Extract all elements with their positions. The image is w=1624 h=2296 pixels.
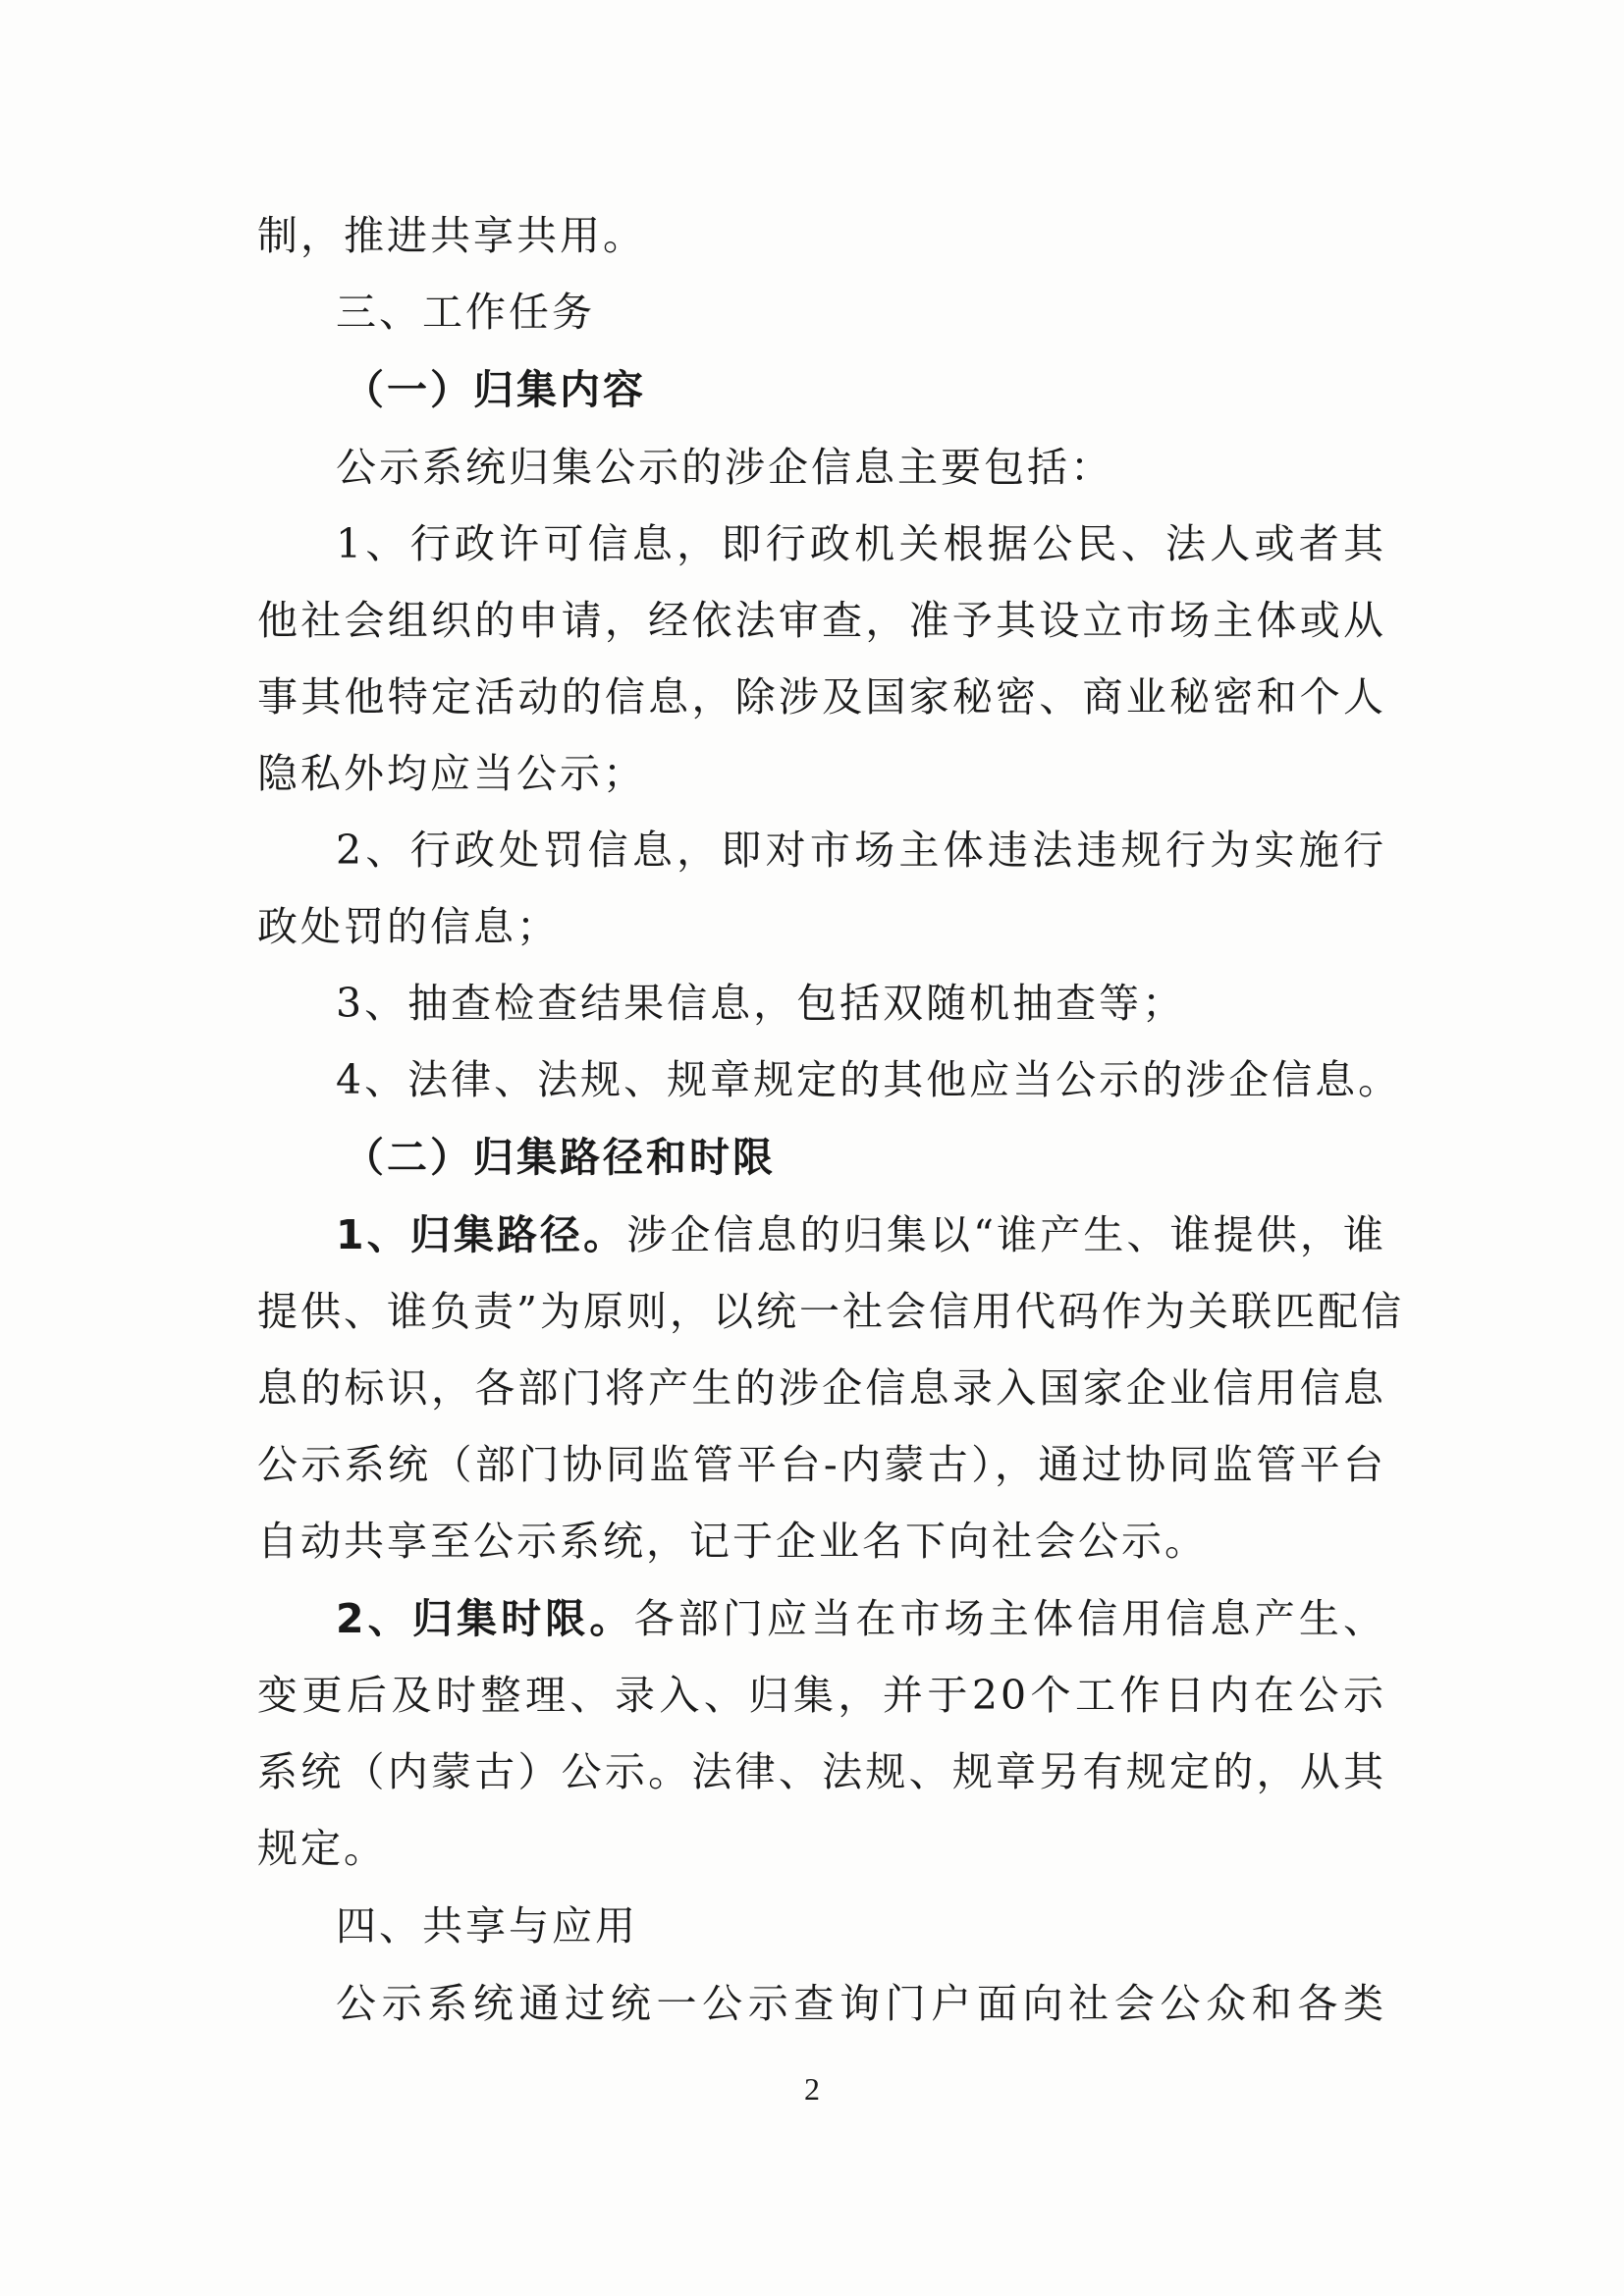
body-line: 他社会组织的申请，经依法审查，准予其设立市场主体或从	[257, 597, 1386, 644]
body-line: 系统（内蒙古）公示。法律、法规、规章另有规定的，从其	[257, 1748, 1386, 1795]
paragraph-lead: 2、归集时限。	[336, 1595, 634, 1642]
body-line: 公示系统（部门协同监管平台-内蒙古），通过协同监管平台	[257, 1441, 1386, 1488]
list-item-line: 3、抽查检查结果信息，包括双随机抽查等；	[336, 980, 1186, 1027]
paragraph-lead: 1、归集路径。	[336, 1211, 627, 1258]
body-line: 制，推进共享共用。	[257, 212, 646, 259]
list-item-line: 4、法律、法规、规章规定的其他应当公示的涉企信息。	[336, 1056, 1402, 1103]
list-item-line: 2、行政处罚信息，即对市场主体违法违规行为实施行	[336, 827, 1386, 874]
body-line: 事其他特定活动的信息，除涉及国家秘密、商业秘密和个人	[257, 673, 1386, 721]
body-line: 变更后及时整理、录入、归集，并于20个工作日内在公示	[257, 1672, 1386, 1719]
body-line: 息的标识，各部门将产生的涉企信息录入国家企业信用信息	[257, 1364, 1386, 1412]
subsection-heading: （一）归集内容	[344, 366, 646, 413]
paragraph-text: 各部门应当在市场主体信用信息产生、	[633, 1595, 1387, 1642]
paragraph-line	[336, 1205, 1386, 1264]
body-line: 公示系统归集公示的涉企信息主要包括：	[336, 444, 1113, 491]
section-heading: 三、工作任务	[336, 289, 595, 336]
paragraph-text: 涉企信息的归集以“谁产生、谁提供，谁	[626, 1211, 1386, 1258]
body-line: 规定。	[257, 1825, 387, 1872]
body-line: 提供、谁负责”为原则，以统一社会信用代码作为关联匹配信	[257, 1288, 1404, 1335]
section-heading: 四、共享与应用	[336, 1902, 638, 1949]
body-line: 隐私外均应当公示；	[257, 750, 646, 797]
list-item-line: 1、行政许可信息，即行政机关根据公民、法人或者其	[336, 520, 1386, 567]
body-line: 政处罚的信息；	[257, 903, 560, 950]
page-number: 2	[804, 2071, 820, 2107]
subsection-heading: （二）归集路径和时限	[344, 1134, 776, 1181]
paragraph-line	[336, 1589, 1386, 1648]
body-line: 自动共享至公示系统，记于企业名下向社会公示。	[257, 1518, 1208, 1565]
body-line: 公示系统通过统一公示查询门户面向社会公众和各类	[336, 1980, 1386, 2027]
